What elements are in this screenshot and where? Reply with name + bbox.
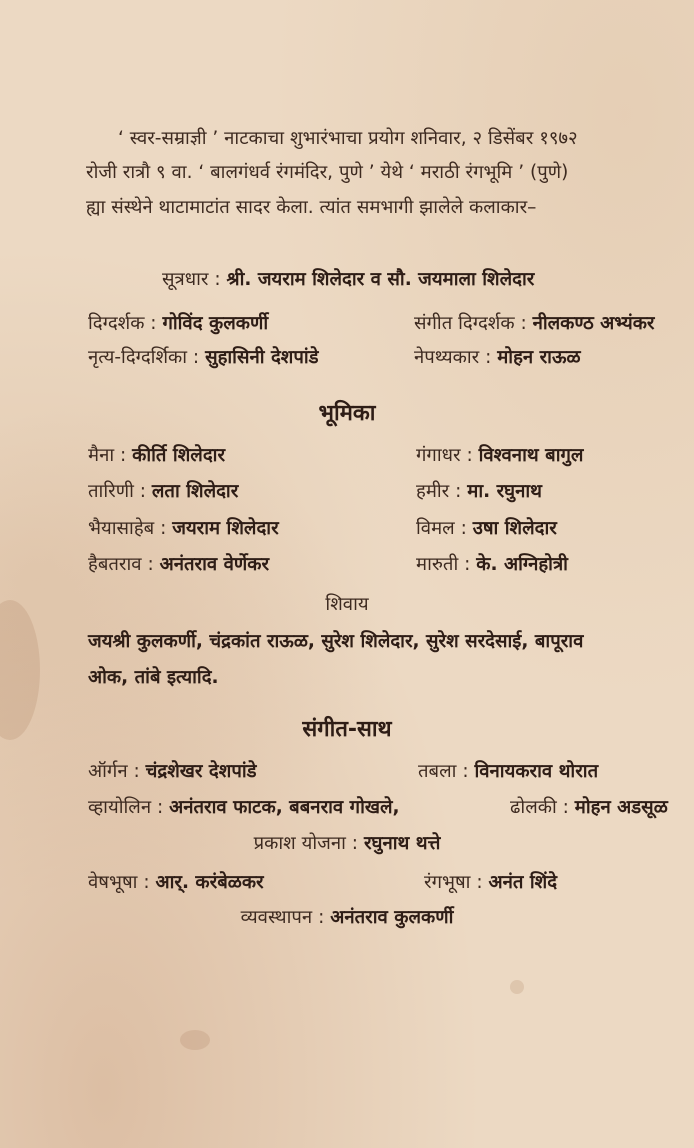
organ-label: ऑर्गन :	[88, 761, 140, 782]
role-actor: अनंतराव वेर्णेकर	[159, 554, 270, 575]
besides-heading: शिवाय	[325, 594, 369, 615]
roles-heading: भूमिका	[318, 401, 376, 426]
role-name: मारुती :	[416, 554, 471, 575]
costume-label: वेषभूषा :	[88, 872, 150, 893]
sutradhar-value: श्री. जयराम शिलेदार व सौ. जयमाला शिलेदार	[226, 269, 535, 290]
role-actor: उषा शिलेदार	[472, 518, 557, 539]
paper-stain	[510, 980, 524, 994]
sutradhar-label: सूत्रधार :	[162, 269, 221, 290]
role-name: हैबतराव :	[88, 554, 154, 575]
role-name: विमल :	[416, 518, 467, 539]
role-actor: जयराम शिलेदार	[172, 518, 279, 539]
role-name: तारिणी :	[88, 481, 146, 502]
intro-line-3: ह्या संस्थेने थाटामाटांत सादर केला. त्यांत समभागी झालेले कलाकार–	[86, 197, 537, 218]
role-entry	[416, 444, 583, 468]
role-entry	[416, 480, 542, 504]
organ-value: चंद्रशेखर देशपांडे	[145, 761, 257, 782]
role-entry	[88, 517, 279, 541]
role-name: मैना :	[88, 445, 127, 466]
tabla-credit	[418, 760, 598, 784]
violin-value: अनंतराव फाटक, बबनराव गोखले,	[169, 797, 400, 818]
role-actor: के. अग्निहोत्री	[476, 554, 568, 575]
organ-credit	[88, 760, 257, 784]
music-director-credit	[414, 312, 655, 336]
accompaniment-heading: संगीत-साथ	[302, 717, 392, 742]
role-entry	[88, 480, 238, 504]
backstage-value: मोहन राऊळ	[497, 347, 581, 368]
makeup-value: अनंत शिंदे	[488, 872, 558, 893]
lighting-credit	[0, 832, 694, 856]
lighting-value: रघुनाथ थत्ते	[363, 833, 441, 854]
role-actor: मा. रघुनाथ	[467, 481, 542, 502]
makeup-credit	[424, 871, 557, 895]
role-entry	[416, 553, 568, 577]
besides-line-1: जयश्री कुलकर्णी, चंद्रकांत राऊळ, सुरेश शिलेदार, सुरेश सरदेसाई, बापूराव	[88, 631, 584, 652]
role-name: भैयासाहेब :	[88, 518, 167, 539]
dholki-value: मोहन अडसूळ	[574, 797, 668, 818]
management-credit	[0, 906, 694, 930]
role-name: गंगाधर :	[416, 445, 473, 466]
dholki-label: ढोलकी :	[510, 797, 569, 818]
paper-stain	[180, 1030, 210, 1050]
violin-credit	[88, 796, 400, 820]
director-label: दिग्दर्शक :	[88, 313, 157, 334]
role-entry	[416, 517, 557, 541]
dholki-credit	[510, 796, 668, 820]
role-actor: लता शिलेदार	[151, 481, 239, 502]
director-credit	[88, 312, 268, 336]
management-value: अनंतराव कुलकर्णी	[330, 907, 454, 928]
besides-line-2: ओक, तांबे इत्यादि.	[88, 667, 219, 688]
tabla-value: विनायकराव थोरात	[474, 761, 599, 782]
lighting-label: प्रकाश योजना :	[253, 833, 359, 854]
costume-credit	[88, 871, 264, 895]
intro-line-1: ‘ स्वर-सम्राज्ञी ’ नाटकाचा शुभारंभाचा प्रयोग शनिवार, २ डिसेंबर १९७२	[118, 128, 578, 149]
dance-director-label: नृत्य-दिग्दर्शिका :	[88, 347, 200, 368]
role-name: हमीर :	[416, 481, 462, 502]
music-director-label: संगीत दिग्दर्शक :	[414, 313, 527, 334]
director-value: गोविंद कुलकर्णी	[162, 313, 269, 334]
costume-value: आर्. करंबेळकर	[155, 872, 264, 893]
management-label: व्यवस्थापन :	[240, 907, 325, 928]
tabla-label: तबला :	[418, 761, 469, 782]
music-director-value: नीलकण्ठ अभ्यंकर	[532, 313, 655, 334]
makeup-label: रंगभूषा :	[424, 872, 483, 893]
violin-label: व्हायोलिन :	[88, 797, 164, 818]
role-entry	[88, 444, 225, 468]
backstage-label: नेपथ्यकार :	[414, 347, 492, 368]
dance-director-credit	[88, 346, 319, 370]
dance-director-value: सुहासिनी देशपांडे	[205, 347, 319, 368]
intro-line-2: रोजी रात्रौ ९ वा. ‘ बालगंधर्व रंगमंदिर, पुणे ’ येथे ‘ मराठी रंगभूमि ’ (पुणे)	[86, 162, 569, 183]
sutradhar-credit	[162, 268, 534, 292]
role-entry	[88, 553, 269, 577]
role-actor: विश्वनाथ बागुल	[478, 445, 584, 466]
role-actor: कीर्ति शिलेदार	[132, 445, 226, 466]
backstage-credit	[414, 346, 581, 370]
